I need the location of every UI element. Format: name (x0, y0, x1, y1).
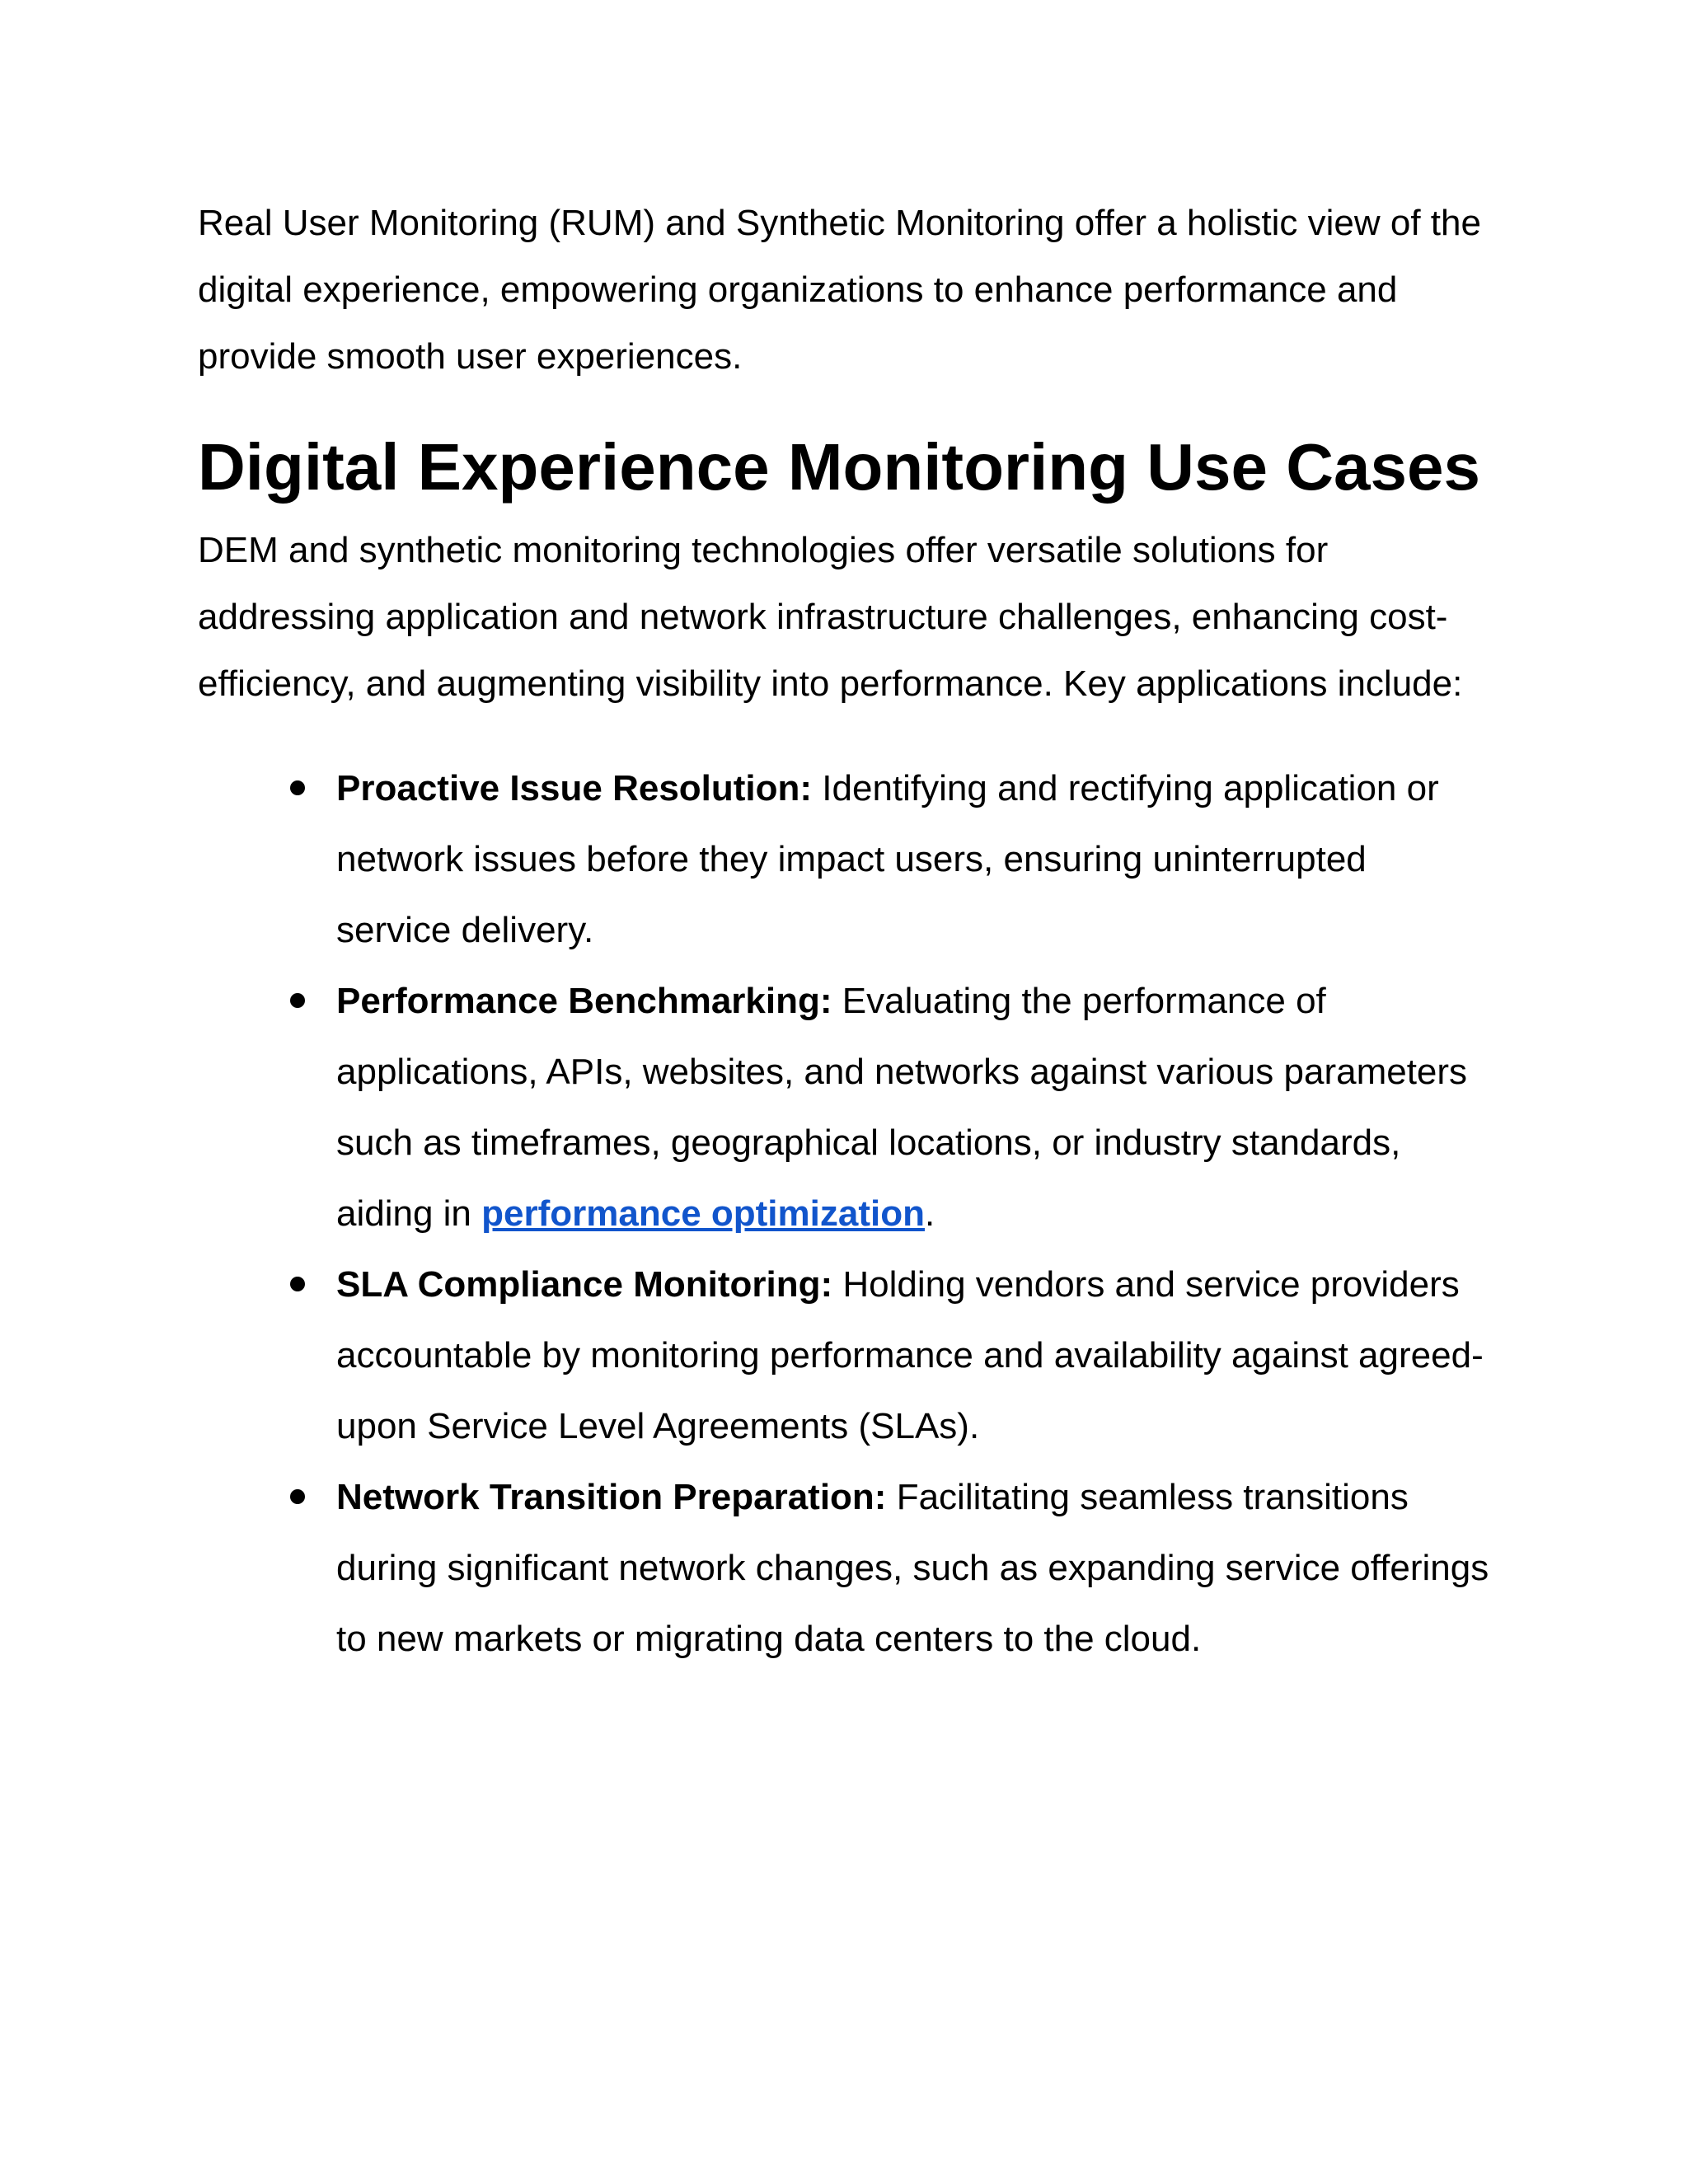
use-case-term: SLA Compliance Monitoring: (336, 1264, 833, 1305)
document-content (198, 190, 1489, 1675)
list-item (336, 1249, 1490, 1462)
use-case-term: Network Transition Preparation: (336, 1477, 887, 1517)
performance-optimization-link[interactable]: performance optimization (481, 1193, 925, 1234)
section-lead-paragraph: DEM and synthetic monitoring technologies offer versatile solutions for addressing application and network infrastructure challenges, enhancing cost-efficiency, and augmenting visibility into performance. Key applications include: (198, 530, 1463, 704)
use-case-term: Proactive Issue Resolution: (336, 768, 813, 808)
list-item (336, 753, 1490, 966)
use-case-text: Evaluating the performance of applications, APIs, websites, and networks against various parameters such as timeframes, geographical locations, or industry standards, aiding in (336, 981, 1468, 1234)
bullet-icon (290, 1489, 305, 1504)
bullet-icon (290, 780, 305, 795)
list-item (336, 1462, 1490, 1675)
list-item (336, 966, 1490, 1249)
use-case-list (198, 753, 1490, 1675)
use-case-text: Facilitating seamless transitions during significant network changes, such as expanding service offerings to new markets or migrating data centers to the cloud. (336, 1477, 1489, 1659)
use-case-text: Holding vendors and service providers accountable by monitoring performance and availability against agreed-upon Service Level Agreements (SLAs). (336, 1264, 1484, 1446)
bullet-icon (290, 993, 305, 1008)
section-heading: Digital Experience Monitoring Use Cases (198, 430, 1480, 504)
intro-paragraph: Real User Monitoring (RUM) and Synthetic Monitoring offer a holistic view of the digital experience, empowering organizations to enhance performance and provide smooth user experiences. (198, 203, 1481, 377)
use-case-term: Performance Benchmarking: (336, 981, 832, 1021)
bullet-icon (290, 1277, 305, 1291)
use-case-text: Identifying and rectifying application or network issues before they impact users, ensuring uninterrupted service delivery. (336, 768, 1439, 950)
use-case-text-after: . (924, 1193, 935, 1234)
